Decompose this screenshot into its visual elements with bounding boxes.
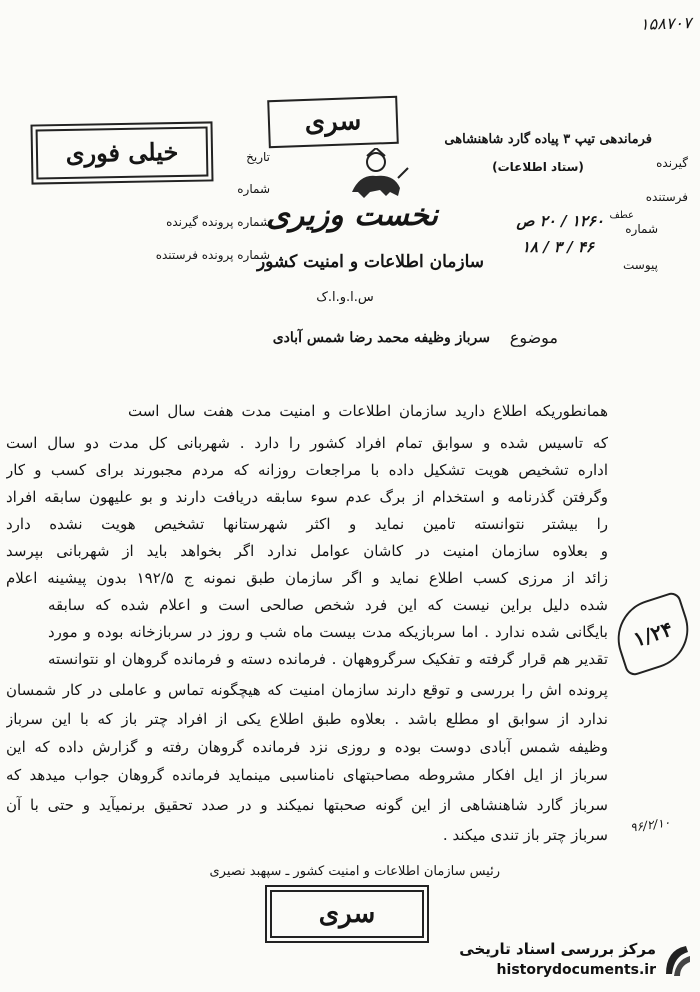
body-line: سرباز چتر باز تندی میکند .: [442, 826, 608, 844]
body-line: اداره تشخیص هویت تشکیل داده با مراجعات روزانه که مردم مجبورند برای کسب و کار: [6, 461, 608, 479]
archive-logo-icon: [662, 944, 692, 980]
body-line: همانطوریکه اطلاع دارید سازمان اطلاعات و امنیت مدت هفت سال است: [128, 402, 608, 420]
margin-date: ۹۶/۲/۱۰: [629, 815, 672, 835]
signature-line: رئیس سازمان اطلاعات و امنیت کشور ـ سپهبد نصیری: [209, 864, 500, 879]
secret-stamp-top: سری: [267, 96, 399, 149]
org-subtitle: سازمان اطلاعات و امنیت کشور: [256, 252, 484, 272]
body-line: که تاسیس شده و سوابق تمام افراد کشور را دارد . شهربانی کل مدت دو سال است: [6, 434, 608, 452]
body-line: را بیشتر نتوانسته تامین نماید و اکثر شهرستانها تشخیص هویت نشده دارد: [6, 515, 608, 533]
body-line: پرونده اش را بررسی و توقع دارند سازمان امنیت که هیچگونه تماس و عاملی در کار شمسان: [6, 681, 608, 699]
recipient-label: گیرنده: [656, 156, 688, 170]
date-field-label: تاریخ: [246, 150, 270, 164]
attachment-label: پیوست: [623, 258, 658, 272]
archive-number: ۱۵۸۷۰۷: [640, 13, 693, 34]
secret-stamp-bottom: سری: [270, 890, 424, 938]
body-line: ندارد از سوابق او مطلع باشد . بعلاوه طبق اطلاع یکی از افراد چتر باز که با این سرباز: [6, 710, 608, 728]
sender-file-number-label: شماره پرونده فرستنده: [155, 248, 270, 262]
org-code: س.ا.و.ا.ک: [316, 290, 374, 305]
footer-url: historydocuments.ir: [496, 962, 656, 978]
body-line: زائد از مرزی کسب اطلاع نماید و اگر سازمان طبق نمونه ج ۱۹۲/۵ بدون پیشینه اعلام: [6, 569, 608, 587]
subject-label: موضوع: [509, 328, 558, 347]
recipient-sub: (ستاد اطلاعات): [492, 160, 584, 174]
org-title: نخست وزیری: [266, 198, 438, 233]
number-field-label: شماره: [237, 182, 270, 196]
lion-and-sun-emblem-icon: [340, 148, 412, 200]
subject-value: سرباز وظیفه محمد رضا شمس آبادی: [272, 330, 490, 346]
number-value: ۱۲۶۰ / ۲۰ ص: [516, 212, 604, 230]
recipient-value: فرماندهی تیپ ۳ پیاده گارد شاهنشاهی: [444, 132, 652, 147]
body-line: تقدیر هم قرار گرفته و تفکیک سرگروههان . فرمانده دسته و فرمانده گروهان او نتوانسته: [48, 650, 608, 668]
sender-label: فرستنده: [645, 190, 688, 204]
margin-note: ۱/۲۴: [607, 590, 698, 678]
date-value: ۱۸ / ۳ / ۴۶: [521, 238, 594, 256]
urgent-stamp: خیلی فوری: [36, 127, 209, 180]
footer-watermark: [406, 938, 692, 986]
body-line: وظیفه شمس آبادی دوست بوده و روزی نزد فرمانده گروهان رفته و گزارش داده که این: [6, 738, 608, 756]
body-line: و بعلاوه سازمان امنیت در کاشان عوامل ندارد اگر بخواهد باید از شهربانی بپرسد: [6, 542, 608, 560]
recipient-file-number-label: شماره پرونده گیرنده: [166, 215, 270, 229]
number-label: شماره: [625, 222, 658, 236]
body-line: شده دلیل براین نیست که این فرد شخص صالحی است و اعلام شده که سابقه: [48, 596, 608, 614]
body-line: سرباز از ایل افکار مشروطه مصاحبتهای نامناسبی مینماید فرمانده گروهان جواب میدهد که: [6, 766, 608, 784]
body-line: سرباز گارد شاهنشاهی از این گونه صحبتها نمیکند و در صدد تحقیق برنمیآید و حتی با آن: [6, 796, 608, 814]
footer-center-name: مرکز بررسی اسناد تاریخی: [459, 940, 656, 958]
body-line: بایگانی شده ندارد . اما سربازیکه مدت بیست ماه شب و روز در سربازخانه بوده و مورد: [48, 623, 608, 641]
body-line: وگرفتن گذرنامه و استخدام از برگ عدم سوء سابقه دریافت دارند و بو علیهون سابقه افراد: [6, 488, 608, 506]
number-prefix: عطف: [609, 210, 634, 221]
